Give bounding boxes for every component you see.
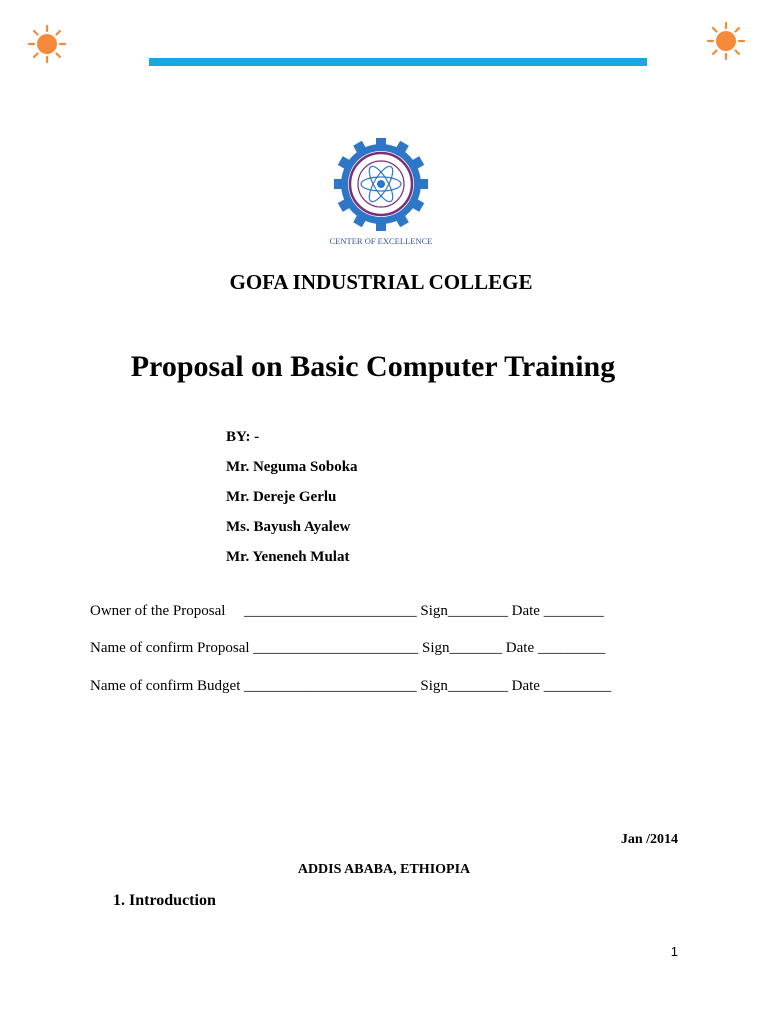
author-name: Mr. Neguma Soboka — [226, 459, 358, 475]
page-number: 1 — [670, 944, 678, 959]
confirm-budget-sign-line: Name of confirm Budget _______________________ Sign________ Date _________ — [90, 678, 612, 694]
author-name: Ms. Bayush Ayalew — [226, 519, 351, 535]
document-title: Proposal on Basic Computer Training — [130, 350, 616, 383]
authors-label: BY: - — [226, 429, 260, 445]
document-date: Jan /2014 — [620, 832, 678, 847]
author-list — [226, 427, 358, 577]
introduction-heading: 1. Introduction — [113, 892, 216, 909]
confirm-proposal-sign-line: Name of confirm Proposal ______________________ Sign_______ Date _________ — [90, 640, 606, 656]
owner-sign-line: Owner of the Proposal _______________________ Sign________ Date ________ — [90, 603, 604, 619]
logo-caption: CENTER OF EXCELLENCE — [329, 236, 433, 246]
college-logo — [317, 138, 445, 250]
college-name: GOFA INDUSTRIAL COLLEGE — [229, 270, 533, 294]
author-name: Mr. Yeneneh Mulat — [226, 549, 350, 565]
sun-icon-left — [27, 24, 67, 64]
document-city: ADDIS ABABA, ETHIOPIA — [297, 862, 471, 877]
sun-icon-right — [706, 21, 746, 61]
author-name: Mr. Dereje Gerlu — [226, 489, 337, 505]
header-accent-bar — [149, 58, 647, 66]
